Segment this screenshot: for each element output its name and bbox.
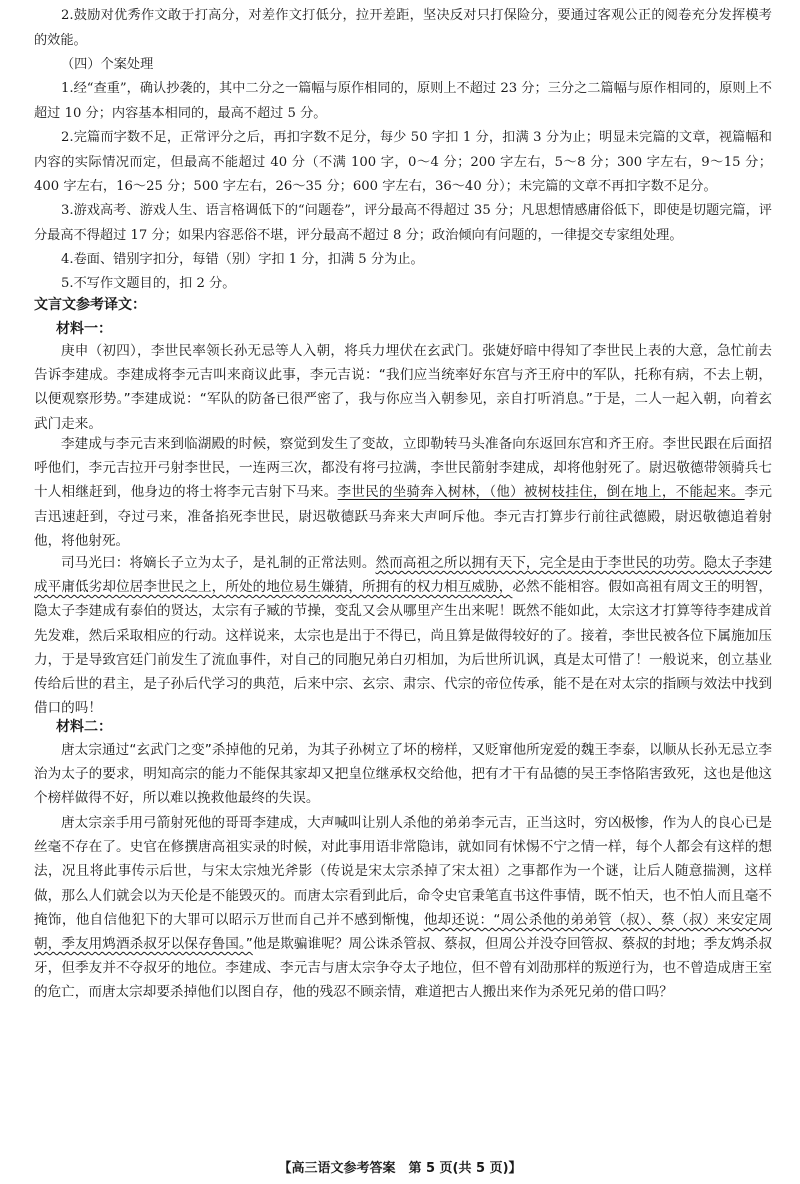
case-item-4: 4.卷面、错别字扣分，每错（别）字扣 1 分，扣满 5 分为止。: [61, 252, 424, 267]
material-one-title: 材料一：: [56, 321, 112, 337]
underlined-sentence: 李世民的坐骑奔入树林，（他）被树枝挂住，倒在地上，不能起来。: [337, 484, 745, 501]
m2-para-2-text-b: 他是欺骗谁呢？周公诛杀管叔、蔡叔，但周公并没夺回管叔、蔡叔的封地；季友鸩杀叔牙，但季友并不夺叔牙的地位。李建成、李元吉与唐太宗争夺太子地位，但不曾有刘劭那样的叛逆行为，也不曾造成唐王室的危亡，而唐太宗却要杀掉他们以图自存，他的残忍不顾亲情，难道把古人搬出来作为杀死兄弟的借口吗？: [34, 936, 772, 1001]
m2-para-2-text-a: 唐太宗亲手用弓箭射死他的哥哥李建成，大声喊叫让别人杀他的弟弟李元吉，正当这时，穷凶极惨，作为人的良心已是丝毫不存在了。史官在修撰唐高祖实录的时候，对此事用语非常隐讳，就如同有怵惕不宁之情一样，每个人都会有这样的想法，况且将此事传示后世，与宋太宗烛光斧影（传说是宋太宗杀掉了宋太祖）之事都作为一个谜，让后人随意揣测，这样做，那么人们就会以为天伦是不能毁灭的。而唐太宗看到此后，命令史官秉笔直书这件事情，既不怕天，也不怕人而且毫不掩饰，他自信他犯下的大罪可以昭示万世而自己并不感到惭愧，: [34, 815, 772, 928]
case-item-1: 1.经“查重”，确认抄袭的，其中二分之一篇幅与原作相同的，原则上不超过 23 分；三分之二篇幅与原作相同的，原则上不超过 10 分；内容基本相同的，最高不超过 5 分。: [34, 81, 772, 121]
translation-title: 文言文参考译文：: [34, 297, 146, 313]
material-one-para-1: 庚申（初四），李世民率领长孙无忌等人入朝，将兵力埋伏在玄武门。张婕妤暗中得知了李世民上表的大意，急忙前去告诉李建成。李建成将李元吉叫来商议此事，李元吉说：“我们应当统率好东宫与齐王府中的军队，托称有病，不去上朝，以便观察形势。”李建成说：“军队的防备已很严密了，我与你应当入朝参见，亲自打听消息。”于是，二人一起入朝，向着玄武门走来。: [34, 343, 772, 432]
wavy-underlined-sentence-1: 然而高祖之所以拥有天下，完全是由于李世民的功劳。: [375, 555, 704, 571]
wavy-underlined-sentence-2: 隐太子李建成平庸低劣却位居李世民之上，所处的地位易生嫌猜，所拥有的权力相互威胁，: [34, 555, 773, 596]
material-two-para-2: [34, 811, 772, 1005]
case-item-5: 5.不写作文题目的，扣 2 分。: [61, 276, 236, 291]
para-3-text-b: 必然不能相容。假如高祖有周文王的明智，隐太子李建成有泰伯的贤达，太宗有子臧的节操，变乱又会从哪里产生出来呢！既然不能如此，太宗这才打算等待李建成首先发难，然后采取相应的行动。这样说来，太宗也是出于不得已，尚且算是做得较好的了。接着，李世民被各位下属施加压力，于是导致宫廷门前发生了流血事件，对自己的同胞兄弟白刃相加，为后世所讥讽，真是太可惜了！一般说来，创立基业传给后世的君主，是子孙后代学习的典范，后来中宗、玄宗、肃宗、代宗的帝位传承，能不是在对太宗的指顾与效法中找到借口的吗！: [34, 579, 773, 717]
case-item-2: 2.完篇而字数不足，正常评分之后，再扣字数不足分，每少 50 字扣 1 分，扣满 3 分为止；明显未完篇的文章，视篇幅和内容的实际情况而定，但最高不能超过 40 分（不满 100 字，0～4 分；200 字左右，5～8 分；300 字左右，9～15 分；400 字左右，16～25 分；500 字左右，26～35 分；600 字左右，36～40 分）；未完篇的文章不再扣字数不足分。: [34, 130, 772, 195]
grading-item-2: 2.鼓励对优秀作文敢于打高分，对差作文打低分，拉开差距，坚决反对只打保险分，要通过客观公正的阅卷充分发挥模考的效能。: [34, 8, 772, 48]
para-2-text-b: 李元吉迅速赶到，夺过弓来，准备掐死李世民，尉迟敬德跃马奔来大声呵斥他。李元吉打算步行前往武德殿，尉迟敬德追着射他，将他射死。: [34, 484, 773, 549]
para-2-text-a: 李建成与李元吉来到临湖殿的时候，察觉到发生了变故，立即勒转马头准备向东返回东宫和齐王府。李世民跟在后面招呼他们，李元吉拉开弓射李世民，一连两三次，都没有将弓拉满，李世民箭射李建成，却将他射死了。尉迟敬德带领骑兵七十人相继赶到，他身边的将士将李元吉射下马来。: [34, 436, 772, 501]
material-one-para-2: [34, 432, 772, 553]
case-item-3: 3.游戏高考、游戏人生、语言格调低下的“问题卷”，评分最高不得超过 35 分；凡思想情感庸俗低下，即使是切题完篇，评分最高不得超过 17 分；如果内容恶俗不堪，评分最高不超过 8 分；政治倾向有问题的，一律提交专家组处理。: [34, 203, 772, 243]
material-one-para-3: [34, 551, 772, 720]
wavy-underlined-quote: 他却还说：“周公杀他的弟弟管（叔）、蔡（叔）来安定周朝，季友用鸩酒杀叔牙以保存鲁国。”: [34, 911, 773, 953]
para-3-text-a: 司马光曰：将嫡长子立为太子，是礼制的正常法则。: [61, 555, 376, 571]
page-footer: 【高三语文参考答案 第 5 页(共 5 页)】: [278, 1161, 522, 1176]
case-handling-heading: （四）个案处理: [61, 57, 154, 72]
material-two-para-1: 唐太宗通过“玄武门之变”杀掉他的兄弟，为其子孙树立了坏的榜样，又贬窜他所宠爱的魏王李泰，以顺从长孙无忌立李治为太子的要求，明知高宗的能力不能保其家却又把皇位继承权交给他，把有才干有品德的吴王李恪陷害致死，这也是他这个榜样做得不好，所以难以挽救他最终的失误。: [34, 742, 772, 807]
material-two-title: 材料二：: [56, 719, 112, 735]
